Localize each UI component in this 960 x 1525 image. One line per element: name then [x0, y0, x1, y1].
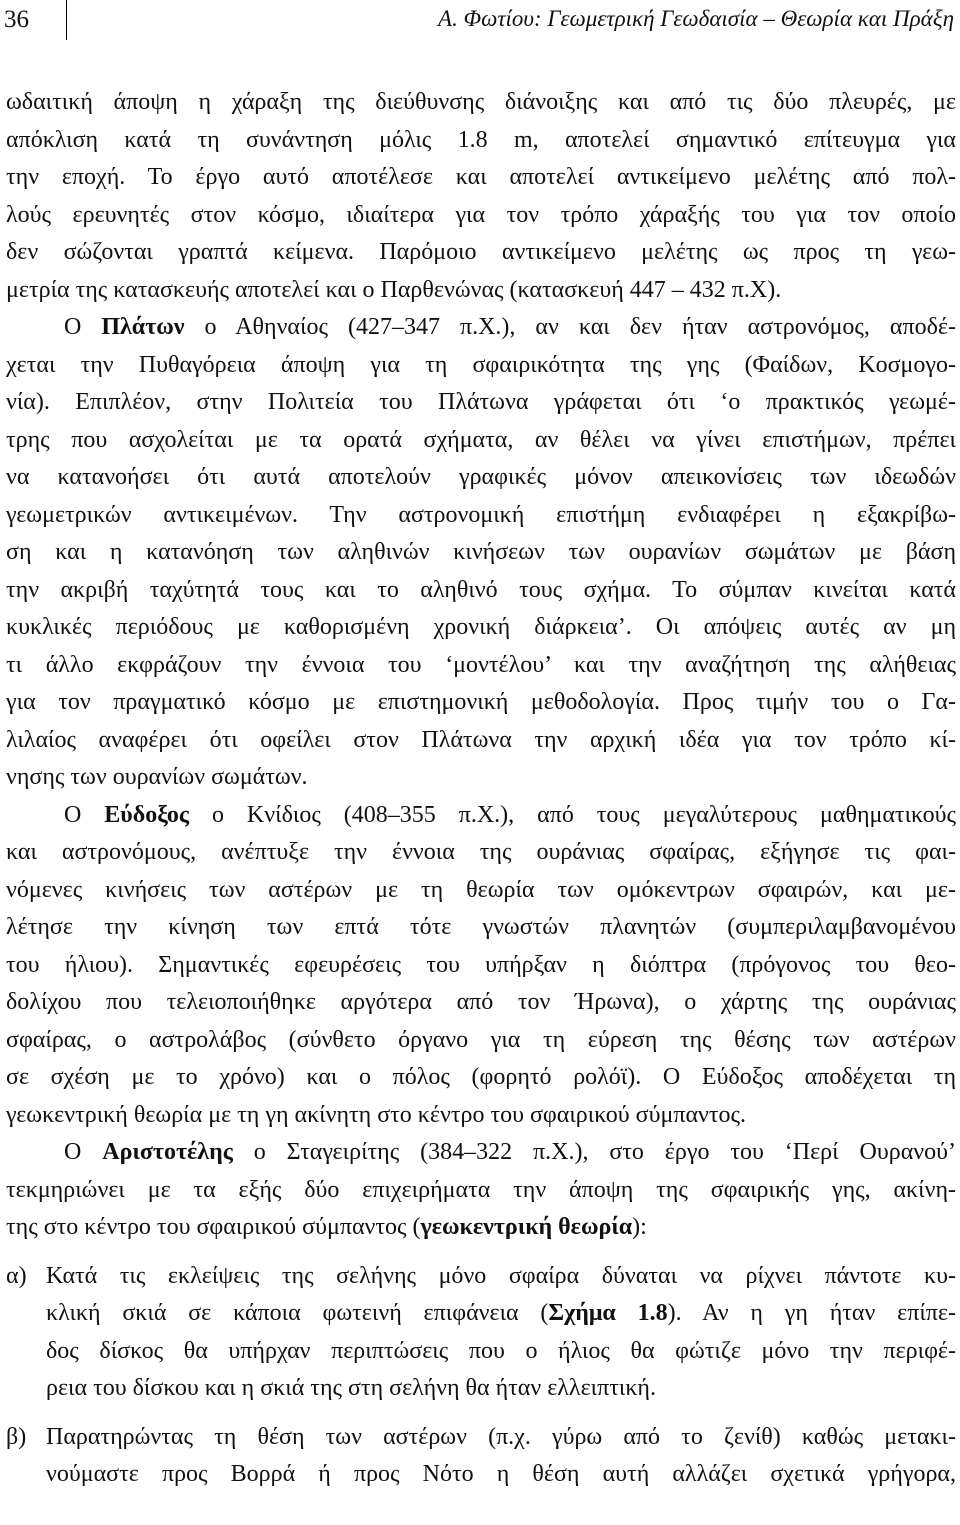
- text-line: γεωμετρικών αντικειμένων. Την αστρονομική επιστήμη ενδιαφέρει η εξακρίβω-: [6, 501, 956, 528]
- text-line: ση και η κατανόηση των αληθινών κινήσεων των ουρανίων σωμάτων με βάση: [6, 539, 956, 565]
- paragraph-1: [6, 84, 956, 309]
- text-line: γεωκεντρική θεωρία με τη γη ακίνητη στο κέντρο του σφαιρικού σύμπαντος.: [6, 1101, 747, 1128]
- person-name-eudoxus: Εύδοξος: [104, 801, 190, 828]
- text-line: δεν σώζονται γραπτά κείμενα. Παρόμοιο αντικείμενο μελέτης ως προς τη γεω-: [6, 239, 956, 265]
- page-header: [0, 0, 960, 44]
- text-line: ρεια του δίσκου και η σκιά της στη σελήνη θα ήταν ελλειπτική.: [46, 1375, 656, 1401]
- person-name-aristotle: Αριστοτέλης: [102, 1139, 233, 1165]
- figure-reference: Σχήμα 1.8: [548, 1300, 668, 1326]
- text-line: χεται την Πυθαγόρεια άποψη για τη σφαιρικότητα της γης (Φαίδων, Κοσμογο-: [6, 351, 956, 378]
- text-line: τρης που ασχολείται με τα ορατά σχήματα, αν θέλει να γίνει επιστήμων, πρέπει: [6, 426, 956, 453]
- running-title: Α. Φωτίου: Γεωμετρική Γεωδαισία – Θεωρία και Πράξη: [438, 6, 954, 31]
- text-line: τι άλλο εκφράζουν την έννοια του ‘μοντέλου’ και την αναζήτηση της αλήθειας: [6, 651, 956, 678]
- text-line: λούς ερευνητές στον κόσμο, ιδιαίτερα για τον τρόπο χάραξής του για τον οποίο: [6, 201, 956, 228]
- text-line: την ακριβή ταχύτητά τους και το αληθινό τους σχήμα. Το σύμπαν κινείται κατά: [6, 576, 956, 603]
- person-name-plato: Πλάτων: [101, 314, 185, 340]
- text-line: σε σχέση με το χρόνο) και ο πόλος (φορητό ρολόϊ). Ο Εύδοξος αποδέχεται τη: [6, 1064, 956, 1090]
- text-run: της στο κέντρο του σφαιρικού σύμπαντος (: [6, 1214, 421, 1240]
- text-line: και αστρονόμους, ανέπτυξε την έννοια της ουράνιας σφαίρας, εξήγησε τις φαι-: [6, 839, 956, 865]
- text-line: ωδαιτική άποψη η χάραξη της διεύθυνσης διάνοιξης και από τις δύο πλευρές, με: [6, 89, 956, 115]
- text-line: νούμαστε προς Βορρά ή προς Νότο η θέση αυτή αλλάζει σχετικά γρήγορα,: [46, 1461, 956, 1487]
- page-number: 36: [4, 6, 29, 33]
- list-item-label: α): [6, 1262, 27, 1289]
- paragraph-4: [6, 1134, 956, 1247]
- text-run: κλική σκιά σε κάποια φωτεινή επιφάνεια (: [46, 1300, 549, 1326]
- text-run: Ο: [64, 1139, 103, 1165]
- text-line: μετρία της κατασκευής αποτελεί και ο Παρθενώνας (κατασκευή 447 – 432 π.Χ).: [6, 276, 782, 303]
- text-line: απόκλιση κατά τη συνάντηση μόλις 1.8 m, αποτελεί σημαντικό επίτευγμα για: [6, 126, 956, 153]
- text-run: ). Αν η γη ήταν επίπε-: [667, 1300, 956, 1326]
- text-line: [6, 1209, 956, 1247]
- text-line: να κατανοήσει ότι αυτά αποτελούν γραφικές μόνον απεικονίσεις των ιδεωδών: [6, 464, 956, 490]
- text-run: ο Κνίδιος (408–355 π.Χ.), από τους μεγαλύτερους μαθηματικούς: [189, 801, 956, 828]
- term-geocentric-theory: γεωκεντρική θεωρία: [420, 1214, 633, 1240]
- text-run: ο Αθηναίος (427–347 π.Χ.), αν και δεν ήταν αστρονόμος, αποδέ-: [184, 314, 956, 340]
- text-line: νόμενες κινήσεις των αστέρων με τη θεωρία των ομόκεντρων σφαιρών, και με-: [6, 876, 956, 903]
- text-run: ο Σταγειρίτης (384–322 π.Χ.), στο έργο του ‘Περί Ουρανού’: [232, 1139, 956, 1165]
- paragraph-3: [6, 797, 956, 1135]
- text-line: λέτησε την κίνηση των επτά τότε γνωστών πλανητών (συμπεριλαμβανομένου: [6, 914, 956, 940]
- text-line: [6, 1134, 956, 1172]
- text-run: Ο: [64, 314, 102, 340]
- paragraph-2: [6, 309, 956, 797]
- text-run: ):: [632, 1214, 647, 1240]
- text-line: λιλαίος αναφέρει ότι οφείλει στον Πλάτωνα την αρχική ιδέα για τον τρόπο κί-: [6, 726, 956, 753]
- text-line: του ήλιου). Σημαντικές εφευρέσεις του υπήρξαν η διόπτρα (πρόγονος του θεο-: [6, 951, 956, 978]
- text-line: Κατά τις εκλείψεις της σελήνης μόνο σφαίρα δύναται να ρίχνει πάντοτε κυ-: [46, 1262, 956, 1289]
- text-line: [46, 1295, 956, 1333]
- list-item-label: β): [6, 1423, 27, 1450]
- text-line: [6, 309, 956, 347]
- text-line: δος δίσκος θα υπήρχαν περιπτώσεις που ο ήλιος θα φώτιζε μόνο την περιφέ-: [46, 1337, 956, 1364]
- text-line: δολίχου που τελειοποιήθηκε αργότερα από τον Ήρωνα), ο χάρτης της ουράνιας: [6, 989, 956, 1015]
- text-line: Παρατηρώντας τη θέση των αστέρων (π.χ. γύρω από το ζενίθ) καθώς μετακι-: [46, 1423, 956, 1450]
- header-divider: [66, 0, 67, 40]
- text-line: σφαίρας, ο αστρολάβος (σύνθετο όργανο για τη εύρεση της θέσης των αστέρων: [6, 1026, 956, 1053]
- text-run: Ο: [64, 801, 105, 828]
- page-body: [6, 84, 956, 1494]
- list-item-b: [6, 1419, 956, 1494]
- text-line: για τον πραγματικό κόσμο με επιστημονική μεθοδολογία. Προς τιμήν του ο Γα-: [6, 689, 956, 715]
- text-line: την εποχή. Το έργο αυτό αποτέλεσε και αποτελεί αντικείμενο μελέτης από πολ-: [6, 164, 956, 190]
- list-item-a: [6, 1258, 956, 1408]
- text-line: τεκμηριώνει με τα εξής δύο επιχειρήματα την άποψη της σφαιρικής γης, ακίνη-: [6, 1176, 956, 1203]
- text-line: [6, 797, 956, 835]
- text-line: νία). Επιπλέον, στην Πολιτεία του Πλάτωνα γράφεται ότι ‘ο πρακτικός γεωμέ-: [6, 389, 956, 415]
- text-line: κυκλικές περιόδους με καθορισμένη χρονική διάρκεια’. Οι απόψεις αυτές αν μη: [6, 614, 956, 640]
- text-line: νησης των ουρανίων σωμάτων.: [6, 764, 308, 790]
